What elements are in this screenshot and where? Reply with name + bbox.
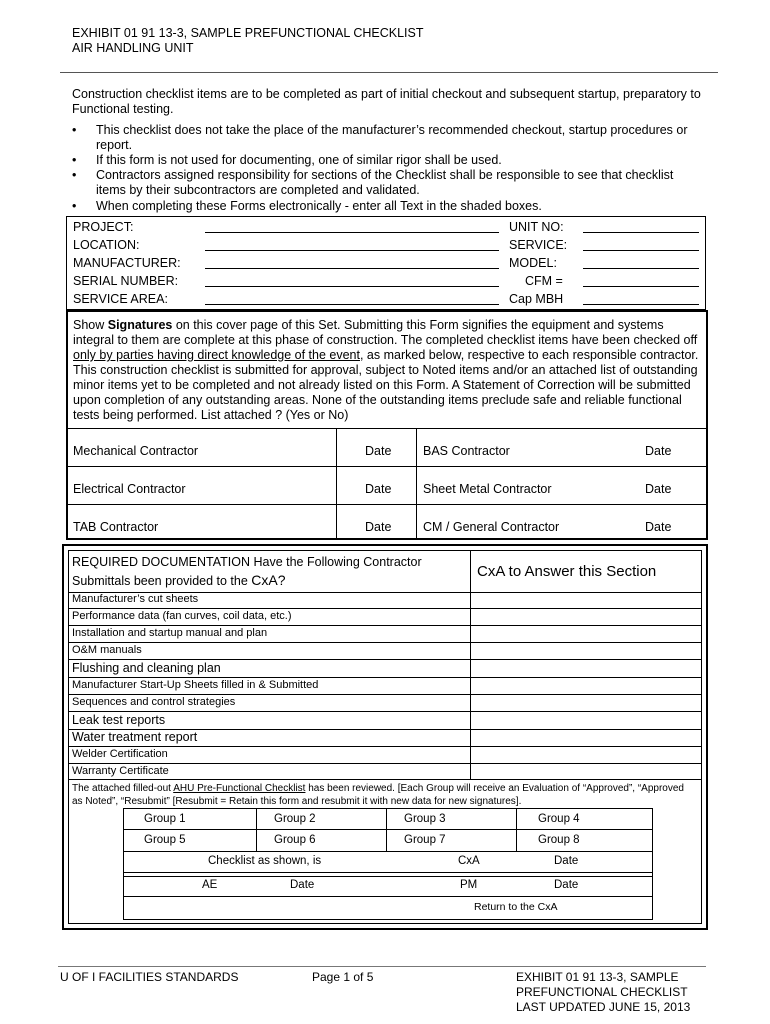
bullet-glyph: • (72, 123, 77, 137)
group-3[interactable]: Group 3 (404, 813, 446, 825)
cm-general-contractor-signature[interactable]: CM / General Contractor (423, 520, 560, 534)
header-rule (60, 72, 718, 73)
mechanical-date[interactable]: Date (365, 444, 392, 458)
grp-row-line (124, 872, 652, 873)
bullet-glyph: • (72, 153, 77, 167)
checklist-shown-label: Checklist as shown, is (208, 855, 322, 867)
sheet-metal-date[interactable]: Date (645, 482, 672, 496)
required-docs-title: REQUIRED DOCUMENTATION Have the Following Contractor (72, 555, 422, 569)
mechanical-contractor-signature[interactable]: Mechanical Contractor (73, 444, 199, 458)
group-4[interactable]: Group 4 (538, 813, 580, 825)
group-5[interactable]: Group 5 (144, 834, 186, 846)
cxa-signature-label[interactable]: CxA (458, 855, 480, 867)
group-2[interactable]: Group 2 (274, 813, 316, 825)
cap-mbh-field[interactable] (583, 304, 699, 305)
bas-contractor-signature[interactable]: BAS Contractor (423, 444, 510, 458)
doc-row[interactable]: Welder Certification (69, 747, 701, 764)
pm-label[interactable]: PM (460, 879, 478, 891)
model-label: MODEL: (509, 256, 557, 270)
doc-row[interactable]: O&M manuals (69, 643, 701, 660)
footer-right: EXHIBIT 01 91 13-3, SAMPLE PREFUNCTIONAL CHECKLIST LAST UPDATED JUNE 15, 2013 (516, 970, 691, 1014)
sig-grid-col (416, 428, 417, 538)
serial-number-field[interactable] (205, 286, 499, 287)
unit-no-label: UNIT NO: (509, 220, 564, 234)
service-field[interactable] (583, 250, 699, 251)
cxa-section (62, 544, 708, 930)
tab-date[interactable]: Date (365, 520, 392, 534)
equipment-info-block (66, 216, 706, 310)
sig-grid-row (68, 466, 706, 467)
group-evaluation-table (123, 808, 653, 920)
group-1[interactable]: Group 1 (144, 813, 186, 825)
electrical-contractor-signature[interactable]: Electrical Contractor (73, 482, 186, 496)
bullet-glyph: • (72, 199, 77, 213)
bullet-item (72, 168, 712, 198)
manufacturer-label: MANUFACTURER: (73, 256, 181, 270)
group-6[interactable]: Group 6 (274, 834, 316, 846)
model-field[interactable] (583, 268, 699, 269)
review-statement: The attached filled-out AHU Pre-Functional Checklist has been reviewed. [Each Group will receive an Evaluation of “Approved”, “Approved as Noted”, “Resubmit” [Resubmit = Retain this form and resubmit it with new data for new signatures]. (72, 783, 684, 807)
bullet-item (72, 199, 712, 214)
required-docs-header (69, 551, 701, 593)
grp-col-line (386, 809, 387, 851)
grp-row-line (124, 829, 652, 830)
doc-row[interactable]: Leak test reports (69, 712, 701, 730)
cxa-question: CxA? (251, 572, 286, 588)
cxa-inner-frame (68, 550, 702, 924)
pm-date-label[interactable]: Date (554, 879, 579, 891)
sig-grid-row (68, 504, 706, 505)
cxa-answer-header: CxA to Answer this Section (477, 563, 657, 580)
cfm-field[interactable] (583, 286, 699, 287)
signatures-paragraph: Show Signatures on this cover page of this Set. Submitting this Form signifies the equipment and systems integral to them are complete at this phase of construction. The completed checklist items have been checked off only by parties having direct knowledge of the event, as marked below, respective to each responsible contractor. This construction checklist is submitted for approval, subject to Noted items and/or an attached list of outstanding minor items yet to be completed and not already listed on this Form. A Statement of Correction will be submitted upon completion of any outstanding areas. None of the outstanding items preclude safe and reliable functional tests being performed. List attached ? (Yes or No) (73, 318, 699, 422)
bullet-text: If this form is not used for documenting, one of similar rigor shall be used. (96, 153, 502, 167)
cm-date[interactable]: Date (645, 520, 672, 534)
bullet-text: When completing these Forms electronically - enter all Text in the shaded boxes. (96, 199, 542, 213)
document-header (72, 26, 424, 56)
bas-date[interactable]: Date (645, 444, 672, 458)
tab-contractor-signature[interactable]: TAB Contractor (73, 520, 159, 534)
signatures-section (66, 310, 708, 540)
location-field[interactable] (205, 250, 499, 251)
group-8[interactable]: Group 8 (538, 834, 580, 846)
doc-row[interactable]: Performance data (fan curves, coil data, etc.) (69, 609, 701, 626)
footer-left: U OF I FACILITIES STANDARDS (60, 970, 239, 984)
grp-row-line (124, 851, 652, 852)
group-7[interactable]: Group 7 (404, 834, 446, 846)
sig-grid-top (68, 428, 706, 429)
ae-label[interactable]: AE (202, 879, 218, 891)
project-label: PROJECT: (73, 220, 134, 234)
sheet-metal-contractor-signature[interactable]: Sheet Metal Contractor (423, 482, 552, 496)
grp-row-line (124, 896, 652, 897)
ae-date-label[interactable]: Date (290, 879, 315, 891)
service-area-label: SERVICE AREA: (73, 292, 168, 306)
grp-row-line (124, 876, 652, 877)
direct-knowledge-underline: only by parties having direct knowledge of the event (73, 348, 360, 362)
return-to-cxa-label: Return to the CxA (474, 901, 558, 913)
manufacturer-field[interactable] (205, 268, 499, 269)
cxa-date-label[interactable]: Date (554, 855, 579, 867)
doc-row[interactable]: Manufacturer’s cut sheets (69, 592, 701, 609)
bullet-glyph: • (72, 168, 77, 182)
doc-row[interactable]: Warranty Certificate (69, 764, 701, 780)
bullet-text: This checklist does not take the place of the manufacturer’s recommended checkout, startup procedures or report. (96, 123, 688, 152)
bullet-item (72, 123, 712, 153)
doc-row[interactable]: Water treatment report (69, 730, 701, 747)
grp-col-line (516, 809, 517, 851)
header-title: EXHIBIT 01 91 13-3, SAMPLE PREFUNCTIONAL CHECKLIST (72, 26, 424, 40)
signatures-bold: Signatures (107, 318, 173, 332)
location-label: LOCATION: (73, 238, 140, 252)
bullet-item (72, 153, 712, 168)
sig-grid-col (336, 428, 337, 538)
service-label: SERVICE: (509, 238, 568, 252)
footer-page-number: Page 1 of 5 (312, 970, 374, 984)
bullet-text: Contractors assigned responsibility for sections of the Checklist shall be responsible to see that checklist items by their subcontractors are completed and validated. (96, 168, 674, 197)
grp-col-line (256, 809, 257, 851)
project-field[interactable] (205, 232, 499, 233)
ahu-checklist-link[interactable]: AHU Pre-Functional Checklist (173, 783, 306, 794)
header-subtitle: AIR HANDLING UNIT (72, 41, 194, 55)
footer-rule (58, 966, 706, 967)
cap-mbh-label: Cap MBH (509, 292, 564, 306)
cfm-label: CFM = (525, 274, 563, 288)
doc-row[interactable]: Installation and startup manual and plan (69, 626, 701, 643)
service-area-field[interactable] (205, 304, 499, 305)
required-docs-subtitle: Submittals been provided to the CxA? (72, 572, 286, 588)
doc-row[interactable]: Flushing and cleaning plan (69, 660, 701, 678)
doc-row[interactable]: Manufacturer Start-Up Sheets filled in & Submitted (69, 678, 701, 695)
unit-no-field[interactable] (583, 232, 699, 233)
serial-number-label: SERIAL NUMBER: (73, 274, 179, 288)
intro-text: Construction checklist items are to be completed as part of initial checkout and subsequent startup, preparatory to Functional testing. (72, 87, 701, 116)
electrical-date[interactable]: Date (365, 482, 392, 496)
doc-row[interactable]: Sequences and control strategies (69, 695, 701, 712)
